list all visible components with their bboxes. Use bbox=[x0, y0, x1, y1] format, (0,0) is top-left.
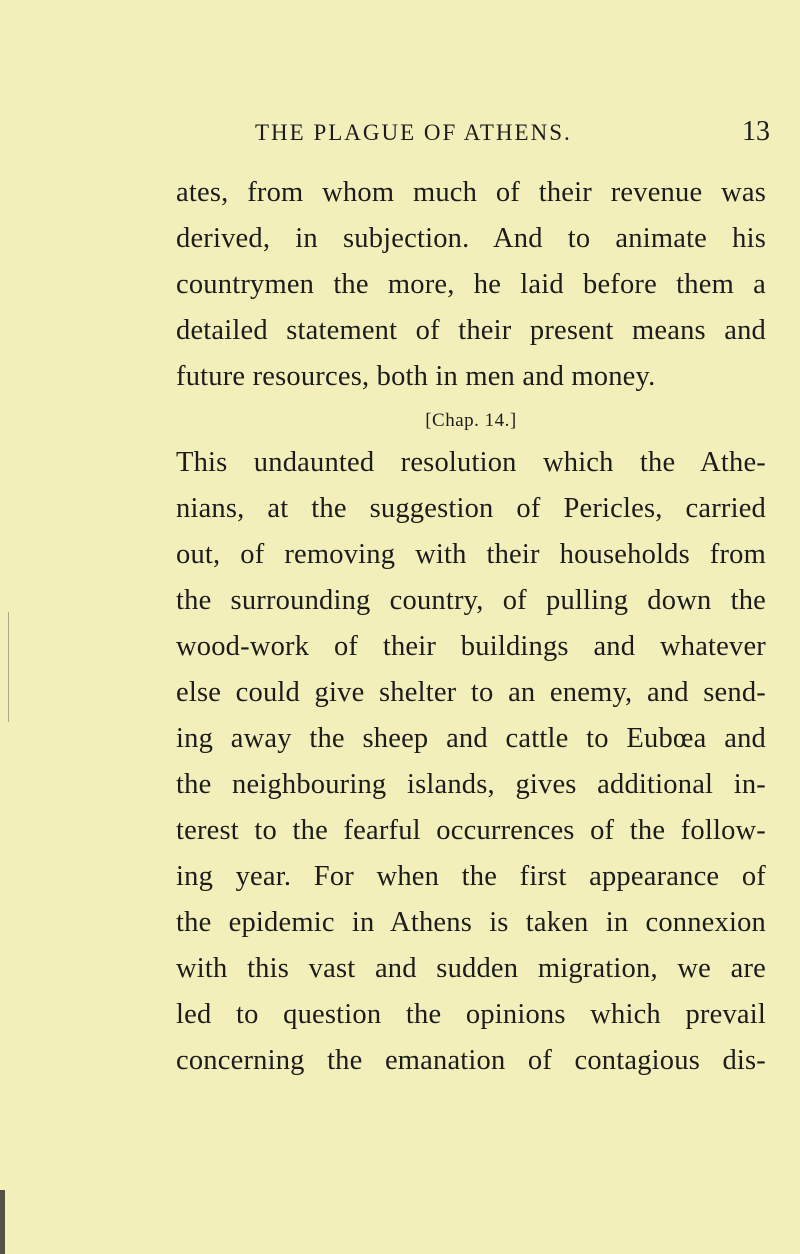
text-line: detailed statement of their present means and bbox=[176, 315, 766, 346]
text-line: led to question the opinions which prevail bbox=[176, 999, 766, 1030]
text-line: concerning the emanation of contagious dis- bbox=[176, 1045, 766, 1076]
text-line: derived, in subjection. And to animate his bbox=[176, 223, 766, 254]
text-line: ing year. For when the first appearance of bbox=[176, 861, 766, 892]
text-line: countrymen the more, he laid before them a bbox=[176, 269, 766, 300]
text-line: else could give shelter to an enemy, and send- bbox=[176, 677, 766, 708]
running-head: THE PLAGUE OF ATHENS. bbox=[255, 120, 572, 145]
text-line: ing away the sheep and cattle to Eubœa and bbox=[176, 723, 766, 754]
chapter-marker: [Chap. 14.] bbox=[425, 410, 517, 431]
paragraph-2 bbox=[176, 440, 766, 1084]
text-line: future resources, both in men and money. bbox=[176, 361, 656, 392]
text-line: This undaunted resolution which the Athe- bbox=[176, 447, 766, 478]
page-edge-shadow bbox=[8, 612, 9, 722]
text-line: the epidemic in Athens is taken in connexion bbox=[176, 907, 766, 938]
page-edge-binding bbox=[0, 1190, 5, 1254]
text-line: the neighbouring islands, gives additional in- bbox=[176, 769, 766, 800]
text-line: out, of removing with their households from bbox=[176, 539, 766, 570]
text-line: terest to the fearful occurrences of the follow- bbox=[176, 815, 766, 846]
text-line: nians, at the suggestion of Pericles, carried bbox=[176, 493, 766, 524]
page-number: 13 bbox=[742, 116, 770, 147]
text-line: ates, from whom much of their revenue was bbox=[176, 177, 766, 208]
paragraph-1 bbox=[176, 170, 766, 400]
body-text bbox=[176, 170, 766, 1084]
text-line: wood-work of their buildings and whatever bbox=[176, 631, 766, 662]
page-header bbox=[175, 116, 770, 160]
text-line: with this vast and sudden migration, we are bbox=[176, 953, 766, 984]
text-line: the surrounding country, of pulling down the bbox=[176, 585, 766, 616]
